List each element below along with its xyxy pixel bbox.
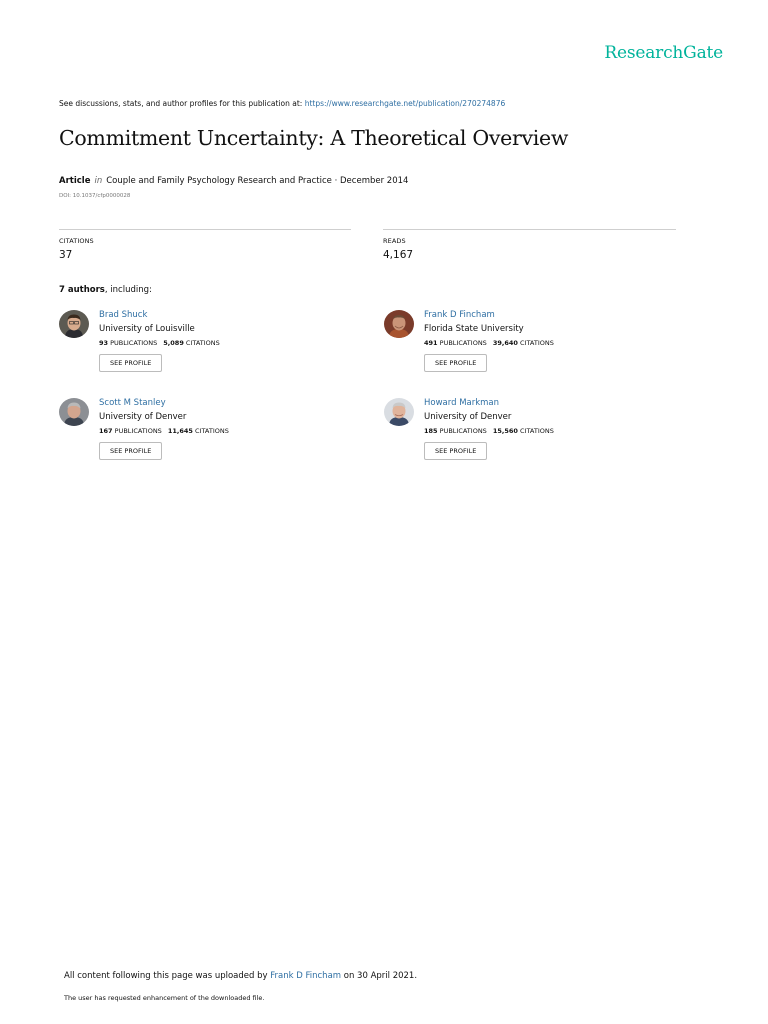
enhancement-note: The user has requested enhancement of the downloaded file. (64, 994, 265, 1002)
author-card (59, 398, 359, 478)
researchgate-logo[interactable]: ResearchGate (604, 43, 723, 63)
citations-label: CITATIONS (519, 427, 554, 435)
see-profile-button[interactable]: SEE PROFILE (424, 442, 487, 460)
author-institution: Florida State University (424, 324, 524, 334)
citations-label: CITATIONS (519, 339, 554, 347)
author-stats (99, 427, 229, 435)
citations-label: CITATIONS (59, 237, 94, 245)
author-stats (99, 339, 220, 347)
upload-prefix: All content following this page was uploaded by (64, 971, 271, 981)
see-discussions-line (59, 99, 505, 108)
publications-count: 491 (424, 339, 438, 347)
see-discussions-text: See discussions, stats, and author profiles for this publication at: (59, 99, 305, 108)
citations-count: 5,089 (163, 339, 184, 347)
author-name-link[interactable]: Scott M Stanley (99, 398, 166, 408)
author-institution: University of Denver (424, 412, 512, 422)
citations-count: 11,645 (167, 427, 193, 435)
publication-meta (59, 176, 408, 186)
see-profile-button[interactable]: SEE PROFILE (99, 442, 162, 460)
in-word: in (94, 176, 103, 186)
authors-count: 7 authors (59, 285, 105, 295)
citations-label: CITATIONS (194, 427, 229, 435)
author-institution: University of Louisville (99, 324, 195, 334)
author-name-link[interactable]: Howard Markman (424, 398, 500, 408)
reads-label: READS (383, 237, 406, 245)
author-stats (424, 427, 554, 435)
author-card (384, 310, 684, 390)
publications-count: 185 (424, 427, 438, 435)
see-profile-button[interactable]: SEE PROFILE (424, 354, 487, 372)
author-card (59, 310, 359, 390)
citations-stat (59, 229, 351, 261)
avatar[interactable] (384, 310, 414, 338)
citations-label: CITATIONS (185, 339, 220, 347)
publication-type: Article (59, 176, 91, 186)
authors-including: , including: (104, 285, 152, 295)
avatar[interactable] (59, 398, 89, 426)
author-stats (424, 339, 554, 347)
publications-label: PUBLICATIONS (110, 339, 158, 347)
author-name-link[interactable]: Brad Shuck (99, 310, 148, 320)
publications-label: PUBLICATIONS (439, 339, 487, 347)
publication-url-link[interactable]: https://www.researchgate.net/publication/270274876 (304, 99, 506, 108)
publications-label: PUBLICATIONS (114, 427, 162, 435)
authors-heading (59, 285, 152, 295)
reads-stat (383, 229, 676, 261)
citations-value: 37 (59, 249, 73, 261)
publications-label: PUBLICATIONS (439, 427, 487, 435)
reads-value: 4,167 (383, 249, 414, 261)
upload-suffix: on 30 April 2021. (341, 971, 418, 981)
author-name-link[interactable]: Frank D Fincham (424, 310, 495, 320)
publication-date: December 2014 (340, 176, 409, 186)
doi-text: DOI: 10.1037/cfp0000028 (59, 193, 131, 199)
journal-name: Couple and Family Psychology Research and Practice (106, 176, 332, 186)
avatar[interactable] (59, 310, 89, 338)
citations-count: 39,640 (492, 339, 518, 347)
uploader-link[interactable]: Frank D Fincham (270, 971, 342, 981)
citations-count: 15,560 (492, 427, 518, 435)
upload-notice (64, 971, 417, 981)
publication-title: Commitment Uncertainty: A Theoretical Overview (59, 126, 569, 150)
author-institution: University of Denver (99, 412, 187, 422)
publications-count: 93 (99, 339, 109, 347)
see-profile-button[interactable]: SEE PROFILE (99, 354, 162, 372)
date-separator: · (331, 176, 341, 186)
author-card (384, 398, 684, 478)
publications-count: 167 (99, 427, 113, 435)
avatar[interactable] (384, 398, 414, 426)
